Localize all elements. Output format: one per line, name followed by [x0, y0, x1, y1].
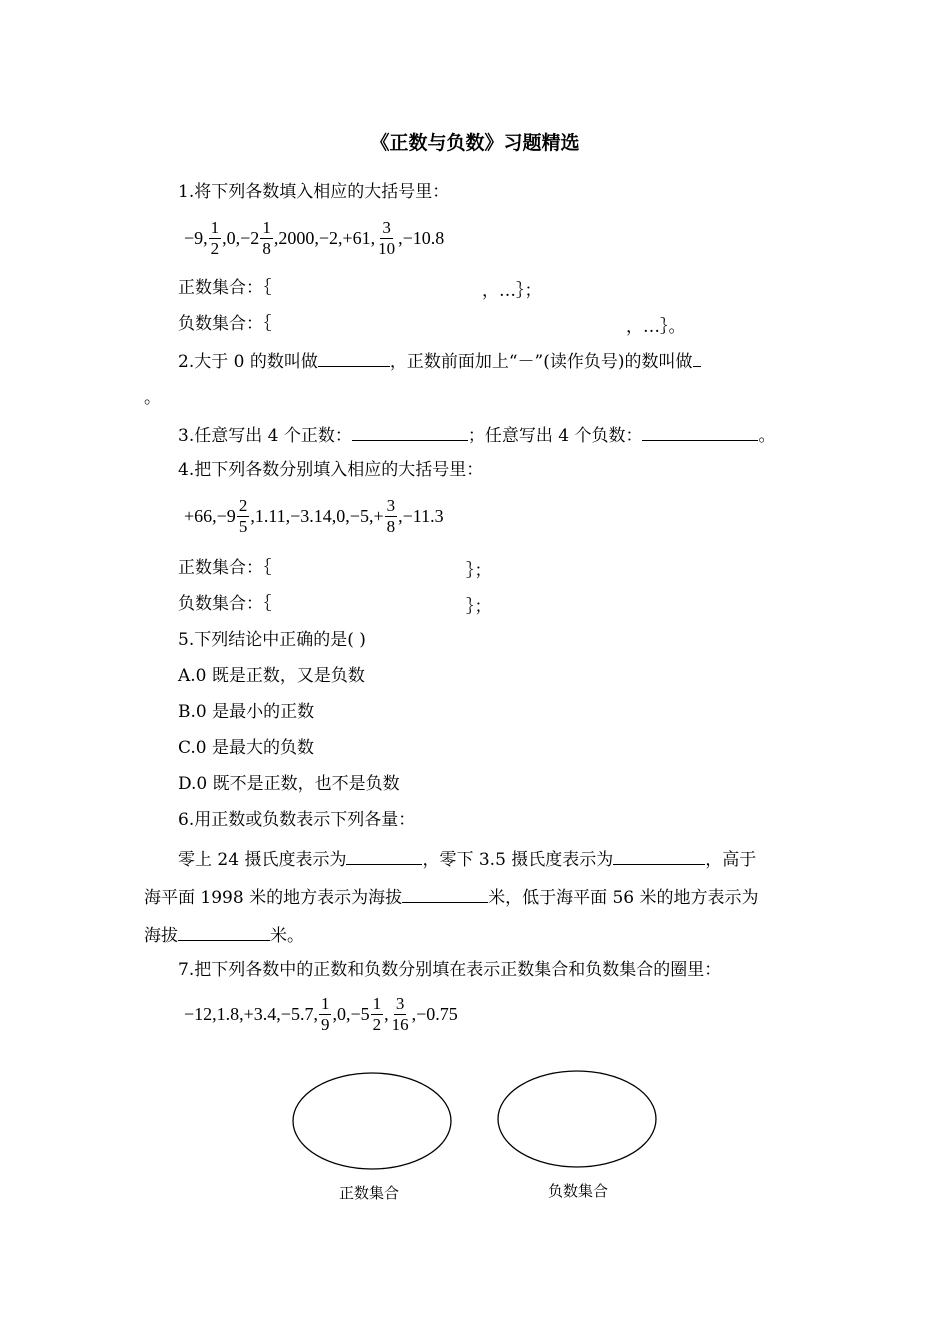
q6-text-2a: 海平面 1998 米的地方表示为海拔 [144, 888, 403, 908]
q5-option-d[interactable]: D.0 既不是正数，也不是负数 [178, 774, 400, 794]
positive-set-label: 正数集合 [339, 1184, 400, 1202]
q7-frac-1-9: $\frac{1}{9}$ [320, 993, 330, 1034]
q1-positive-set-tail: ，…｝； [482, 281, 542, 301]
q6-text-1c: ，高于 [705, 850, 757, 870]
q6-text-1b: ，零下 3.5 摄氏度表示为 [422, 850, 614, 870]
page-title: 《正数与负数》习题精选 [370, 132, 580, 154]
q3-text-c: 。 [758, 426, 776, 446]
q4-num-c: ,−11.3 [398, 505, 444, 526]
q7-num-b: ,0,−5 [332, 1003, 370, 1024]
q1-num-d: ,−10.8 [398, 227, 445, 248]
negative-set-ellipse[interactable] [498, 1071, 656, 1167]
q6-stem: 6.用正数或负数表示下列各量： [178, 810, 416, 830]
q4-positive-set-label: 正数集合：｛ [178, 558, 272, 578]
q7-frac-3-16: $\frac{3}{16}$ [391, 993, 409, 1034]
q1-stem: 1.将下列各数填入相应的大括号里： [178, 182, 450, 202]
q5-option-b[interactable]: B.0 是最小的正数 [178, 702, 315, 722]
q4-num-b: ,1.11,−3.14,0,−5,+ [250, 505, 384, 526]
q4-num-a: +66,−9 [184, 505, 236, 526]
negative-set-label: 负数集合 [548, 1182, 609, 1200]
q7-frac-1-2: $\frac{1}{2}$ [372, 993, 382, 1034]
q4-negative-set-tail: ｝； [466, 597, 492, 617]
q1-negative-set-label: 负数集合：｛ [178, 314, 272, 334]
q6-text-2b: 米，低于海平面 56 米的地方表示为 [488, 888, 759, 908]
q1-frac-1-8: $\frac{1}{8}$ [262, 217, 271, 258]
q5-option-a[interactable]: A.0 既是正数，又是负数 [178, 666, 365, 686]
q5-option-c[interactable]: C.0 是最大的负数 [178, 738, 315, 758]
q4-frac-2-5: $\frac{2}{5}$ [238, 495, 248, 536]
q1-frac-3-10: $\frac{3}{10}$ [378, 217, 396, 258]
q2-text-b: ，正数前面加上“－”(读作负号)的数叫做 [389, 352, 693, 372]
q6-text-3a: 海拔 [144, 926, 178, 946]
q1-positive-set-label: 正数集合：｛ [178, 278, 272, 298]
q6-text-1a: 零上 24 摄氏度表示为 [178, 850, 347, 870]
q1-num-b: ,0,−2 [222, 227, 260, 248]
q3-text-a: 3.任意写出 4 个正数： [178, 426, 352, 446]
q1-num-a: −9, [184, 227, 208, 248]
q2-text-a: 2.大于 0 的数叫做 [178, 352, 318, 372]
q1-negative-set-tail: ，…｝。 [626, 317, 686, 337]
q7-num-c: , [384, 1003, 389, 1024]
q4-positive-set-tail: ｝； [466, 561, 492, 581]
q5-stem: 5.下列结论中正确的是( ) [178, 630, 366, 650]
q7-num-d: ,−0.75 [411, 1003, 458, 1024]
q4-stem: 4.把下列各数分别填入相应的大括号里： [178, 460, 484, 480]
positive-set-ellipse[interactable] [293, 1073, 451, 1169]
q1-num-c: ,2000,−2,+61, [273, 227, 376, 248]
q2-end: 。 [144, 388, 161, 408]
q4-negative-set-label: 负数集合：｛ [178, 594, 272, 614]
q6-text-3b: 米。 [270, 926, 304, 946]
q7-num-a: −12,1.8,+3.4,−5.7, [184, 1003, 318, 1024]
q7-stem: 7.把下列各数中的正数和负数分别填在表示正数集合和负数集合的圈里： [178, 960, 722, 980]
q1-frac-1-2: $\frac{1}{2}$ [210, 217, 220, 258]
q3-text-b: ；任意写出 4 个负数： [467, 426, 643, 446]
q4-frac-3-8: $\frac{3}{8}$ [386, 495, 396, 536]
